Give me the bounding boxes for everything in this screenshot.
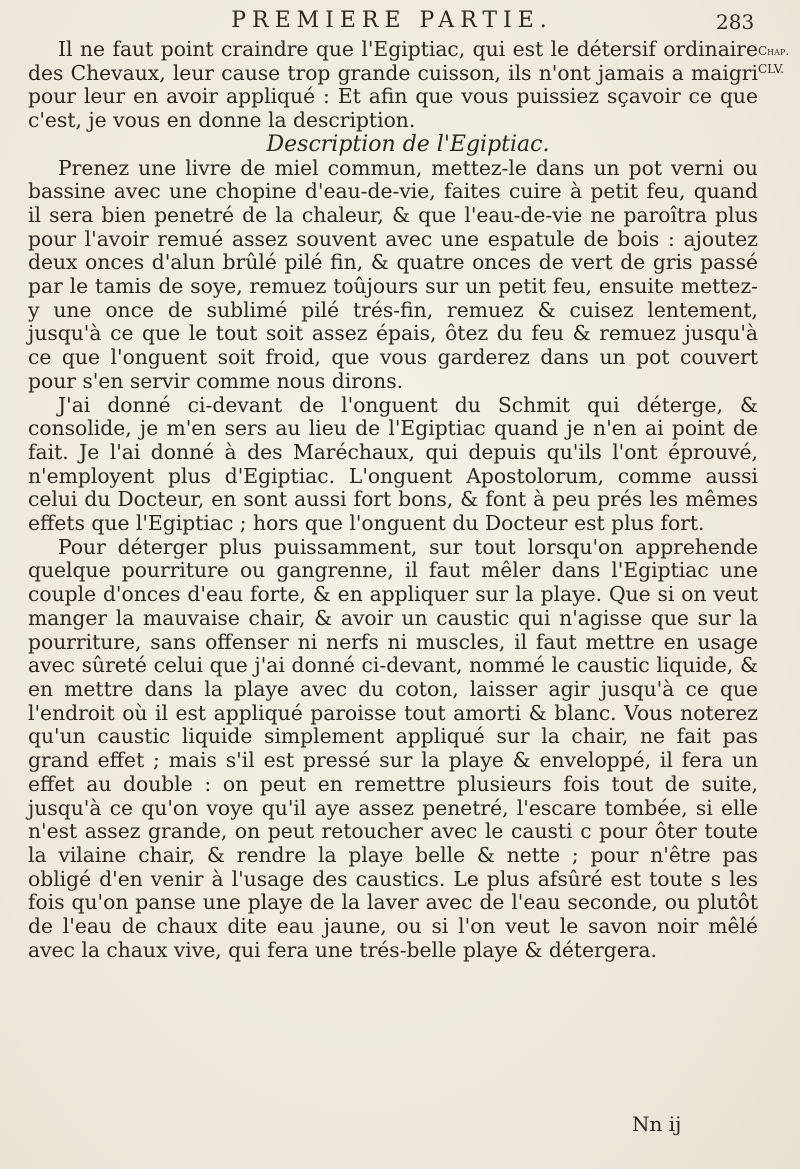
signature-mark: Nn ij xyxy=(632,1112,682,1136)
running-title: PREMIERE PARTIE. xyxy=(231,8,553,33)
paragraph-recipe: Prenez une livre de miel commun, mettez-le dans un pot verni ou bassine avec une chopine d'eau-de-vie, faites cuire à petit feu, quand il sera bien penetré de la chaleur, & que l'eau-de-vie ne paroîtra plus pour l'avoir remué assez souvent avec une espatule de bois : ajoutez deux onces d'alun brûlé pilé fin, & quatre onces de vert de gris passé par le tamis de soye, remuez toûjours sur un petit feu, ensuite mettez-y une once de sublimé pilé trés-fin, remuez & cuisez lentement, jusqu'à ce que le tout soit assez épais, ôtez du feu & remuez jusqu'à ce que l'onguent soit froid, que vous garderez dans un pot couvert pour s'en servir comme nous dirons. xyxy=(28,155,758,393)
section-title: Description de l'Egiptiac. xyxy=(266,131,550,157)
intro-paragraph: Il ne faut point craindre que l'Egiptiac, qui est le détersif ordinaire des Chevaux, leur cause trop grande cuisson, ils n'ont jamais a maigri pour leur en avoir appliqué : Et afin que vous puissiez sçavoir ce que c'est, je vous en donne la description. xyxy=(28,37,758,133)
paragraph-deterger: Pour déterger plus puissamment, sur tout lorsqu'on apprehende quelque pourriture ou gangrenne, il faut mêler dans l'Egiptiac une couple d'onces d'eau forte, & en appliquer sur la playe. Que si on veut manger la mauvaise chair, & avoir un caustic qui n'agisse que sur la pourriture, sans offenser ni nerfs ni muscles, il faut mettre en usage avec sûreté celui que j'ai donné ci-devant, nommé le caustic liquide, & en mettre dans la playe avec du coton, laisser agir jusqu'à ce que l'endroit où il est appliqué paroisse tout amorti & blanc. Vous noterez qu'un caustic liquide simplement appliqué sur la chair, ne fait pas grand effet ; mais s'il est pressé sur la playe & enveloppé, il fera un effet au double : on peut en remettre plusieurs fois tout de suite, jusqu'à ce qu'on voye qu'il aye assez penetré, l'escare tombée, si elle n'est assez grande, on peut retoucher avec le causti c pour ôter toute la vilaine chair, & rendre la playe belle & nette ; pour n'être pas obligé d'en venir à l'usage des caustics. Le plus afsûré est toute s les fois qu'on panse une playe de la laver avec de l'eau seconde, ou plutôt de l'eau de chaux dite eau jaune, ou si l'on veut le savon noir mêlé avec la chaux vive, qui fera une trés-belle playe & détergera. xyxy=(28,534,758,962)
margin-note: Chap. CLV. xyxy=(758,44,790,76)
page-number: 283 xyxy=(716,10,755,34)
main-text xyxy=(28,38,758,962)
paragraph-schmit: J'ai donné ci-devant de l'onguent du Schmit qui déterge, & consolide, je m'en sers au lieu de l'Egiptiac quand je n'en ai point de fait. Je l'ai donné à des Maréchaux, qui depuis qu'ils l'ont éprouvé, n'employent plus d'Egiptiac. L'onguent Apostolorum, comme aussi celui du Docteur, en sont aussi fort bons, & font à peu prés les mêmes effets que l'Egiptiac ; hors que l'onguent du Docteur est plus fort. xyxy=(28,392,758,536)
